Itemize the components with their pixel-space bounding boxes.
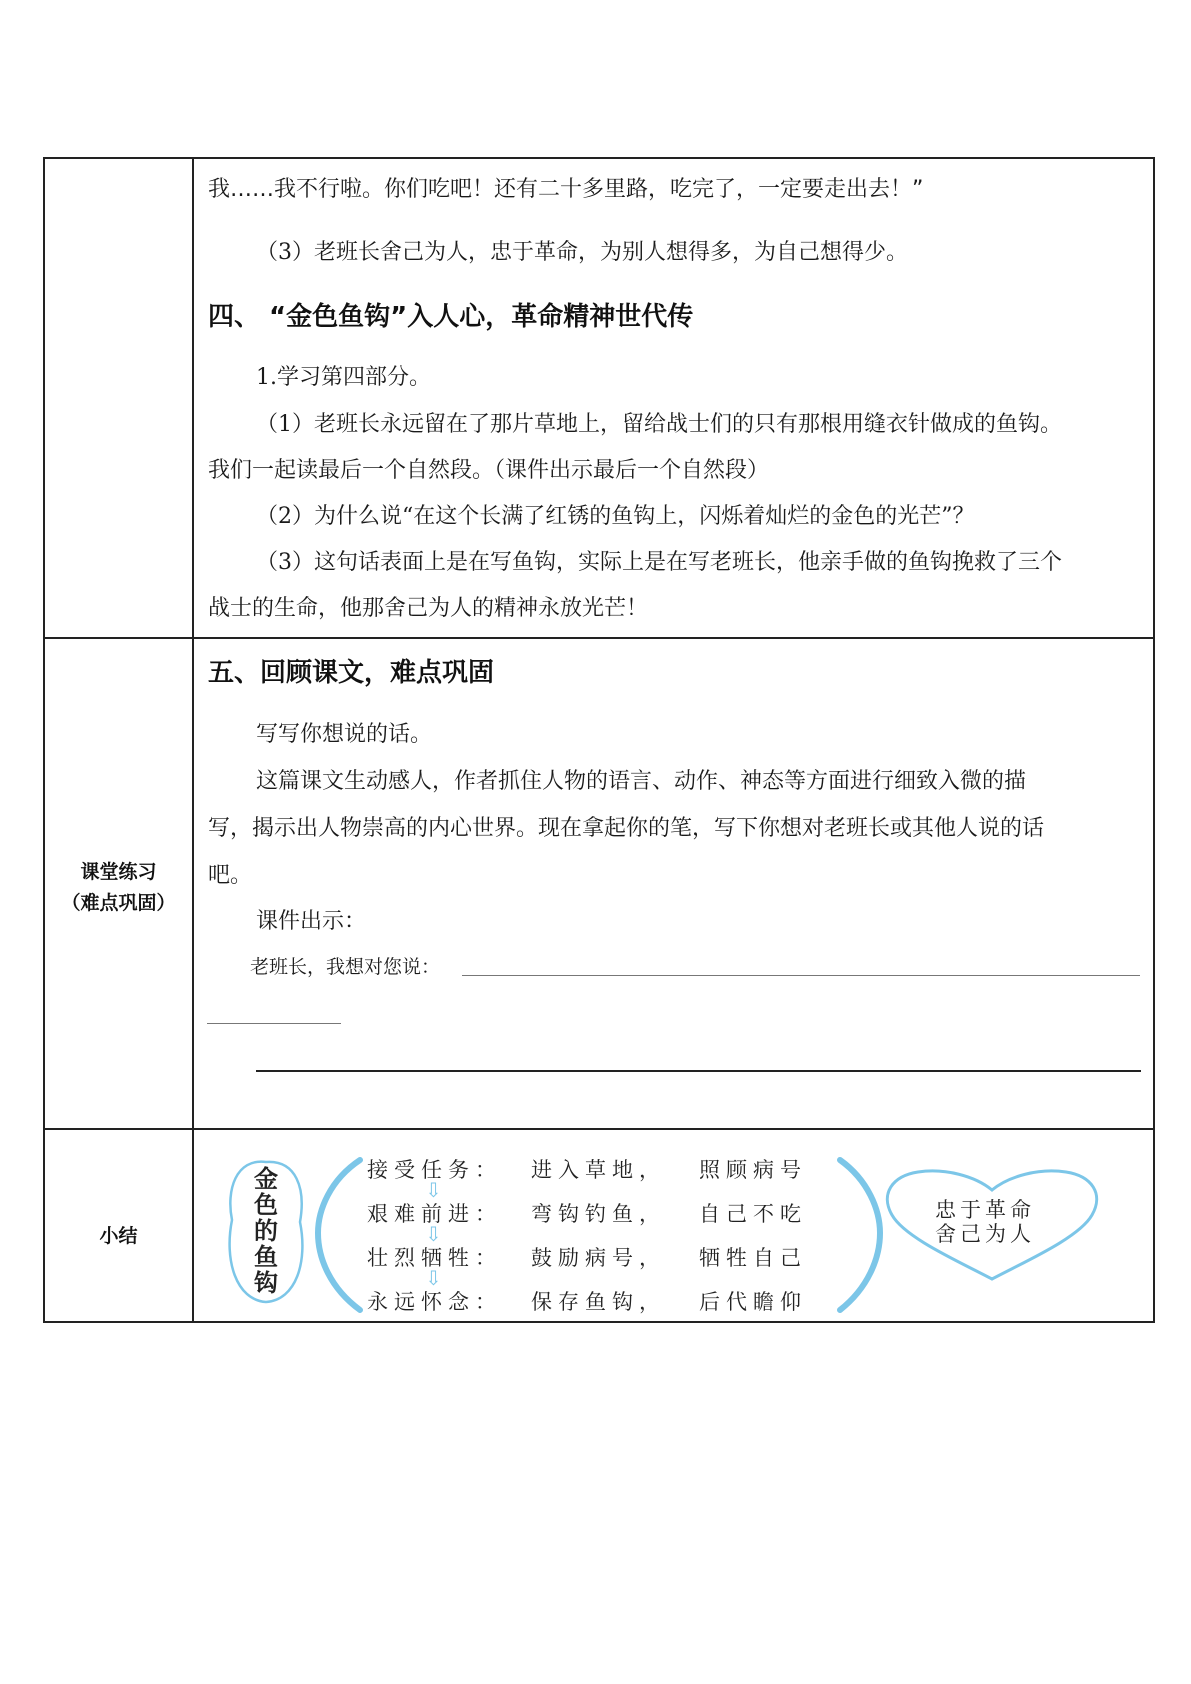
summary-stage: 接受任务：: [367, 1158, 502, 1182]
heart-text-line-2: 舍己为人: [935, 1222, 1035, 1246]
paragraph-3-line-2: 战士的生命，他那舍己为人的精神永放光芒！: [208, 596, 649, 621]
writing-prompt: 老班长，我想对您说：: [250, 956, 441, 978]
summary-event-a: 鼓励病号，: [531, 1246, 666, 1270]
heart-text-line-1: 忠于革命: [935, 1198, 1035, 1222]
down-arrow-icon: ⇩: [425, 1222, 442, 1246]
summary-event-b: 牺牲自己: [699, 1246, 807, 1270]
summary-event-a: 进入草地，: [531, 1158, 666, 1182]
left-bracket: [318, 1160, 360, 1310]
paragraph-1-line-2: 我们一起读最后一个自然段。（课件出示最后一个自然段）: [208, 458, 770, 483]
title-char: 钩: [254, 1269, 278, 1297]
point-3-text: （3）老班长舍己为人，忠于革命，为别人想得多，为自己想得少。: [256, 240, 908, 265]
practice-intro: 写写你想说的话。: [256, 722, 433, 747]
quote-line: 我……我不行啦。你们吃吧！还有二十多里路，吃完了，一定要走出去！”: [208, 177, 924, 202]
title-char: 金: [254, 1165, 278, 1193]
summary-stage: 永远怀念：: [367, 1290, 502, 1314]
courseware-label: 课件出示：: [256, 909, 367, 934]
summary-row: [367, 1288, 807, 1316]
paragraph-2: （2）为什么说“在这个长满了红锈的鱼钩上，闪烁着灿烂的金色的光芒”？: [256, 504, 975, 529]
practice-body-line-3: 吧。: [208, 863, 253, 888]
summary-stage: 壮烈牺牲：: [367, 1246, 502, 1270]
summary-vertical-title: [248, 1166, 284, 1296]
summary-stage: 艰难前进：: [367, 1202, 502, 1226]
summary-event-a: 弯钩钓鱼，: [531, 1202, 666, 1226]
section-4-heading: 四、 “金色鱼钩”入人心，革命精神世代传: [208, 302, 694, 332]
paragraph-3-line-1: （3）这句话表面上是在写鱼钩，实际上是在写老班长，他亲手做的鱼钩挽救了三个: [256, 550, 1062, 575]
practice-body-line-1: 这篇课文生动感人，作者抓住人物的语言、动作、神态等方面进行细致入微的描: [256, 769, 1027, 794]
section-5-heading: 五、回顾课文，难点巩固: [208, 658, 495, 688]
title-char: 的: [254, 1217, 278, 1245]
practice-label-line-1: 课堂练习: [80, 861, 157, 883]
down-arrow-icon: ⇩: [425, 1178, 442, 1202]
title-char: 色: [254, 1191, 278, 1219]
summary-label: 小结: [99, 1225, 138, 1247]
summary-event-a: 保存鱼钩，: [531, 1290, 666, 1314]
right-bracket: [840, 1160, 880, 1310]
practice-label-line-2: （难点巩固）: [61, 892, 176, 914]
paragraph-1-line-1: （1）老班长永远留在了那片草地上，留给战士们的只有那根用缝衣针做成的鱼钩。: [256, 412, 1062, 437]
summary-event-b: 自己不吃: [699, 1202, 807, 1226]
summary-event-b: 照顾病号: [699, 1158, 807, 1182]
down-arrow-icon: ⇩: [425, 1266, 442, 1290]
practice-body-line-2: 写，揭示出人物崇高的内心世界。现在拿起你的笔，写下你想对老班长或其他人说的话: [208, 816, 1045, 841]
title-char: 鱼: [254, 1243, 278, 1271]
study-part-4: 1.学习第四部分。: [256, 365, 431, 390]
summary-event-b: 后代瞻仰: [699, 1290, 807, 1314]
